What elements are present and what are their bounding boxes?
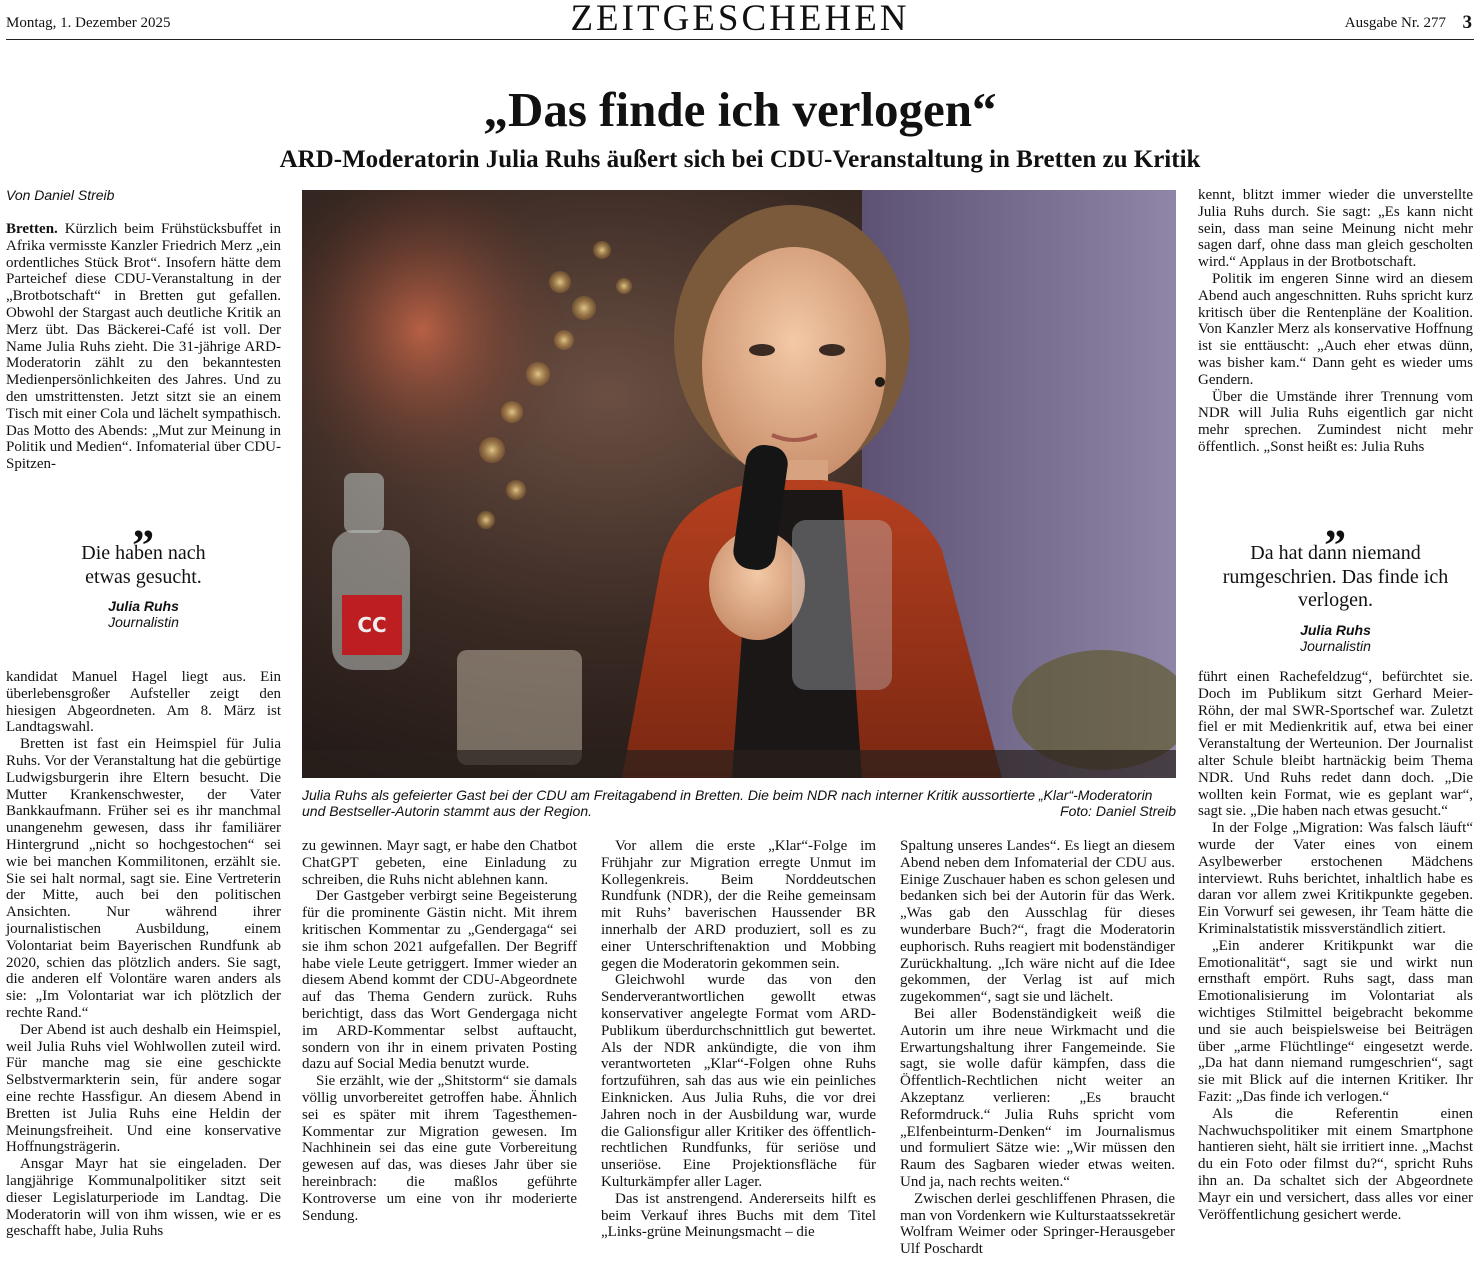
paragraph: führt einen Rachefeldzug“, befürchtet sie. Doch im Publikum sitzt Gerhard Meier-Röhn, der mal SWR-Sportschef war. Zuletzt fiel er mit Medienkritik auf, etwa bei einer Veranstaltung der Werteunion. Der Journalist alter Schule bleibt hartnäckig beim Thema NDR. Und Ruhs redet dann doch. „Die wollten kein Format, wie es geplant war“, sagt sie. „Die haben nach etwas gesucht.“ — [1198, 669, 1473, 820]
article-column-5-top — [1198, 187, 1473, 456]
caption-text: Julia Ruhs als gefeierter Gast bei der CDU am Freitagabend in Bretten. Die beim NDR nach interner Kritik aussortierte „Klar“-Moderatorin und Bestseller-Autorin stammt aus der Region. — [302, 787, 1153, 819]
article-column-1-top — [6, 221, 281, 473]
pull-quote-right — [1198, 498, 1473, 654]
byline: Von Daniel Streib — [6, 187, 115, 203]
paragraph: Spaltung unseres Landes“. Es liegt an diesem Abend neben dem Infomaterial der CDU aus. Einige Zuschauer haben es schon gelesen und bedanken sich bei der Autorin für das Werk. „Was gab den Ausschlag für dieses wunderbare Buch?“, fragt die Moderatorin euphorisch. Ruhs reagiert mit bodenständiger Zurückhaltung. „Ich wäre nicht auf die Idee gekommen, der Verlag ist auf mich zugekommen“, sagt sie und lächelt. — [900, 838, 1175, 1006]
pull-quote-text: Da hat dann niemand rumgeschrien. Das finde ich verlogen. — [1222, 542, 1449, 611]
article-column-4 — [900, 838, 1175, 1258]
pull-quote-author: Julia Ruhs — [1300, 621, 1371, 638]
photo-caption — [302, 787, 1176, 819]
pull-quote-role: Journalistin — [1300, 637, 1371, 654]
paragraph: In der Folge „Migration: Was falsch läuft“ wurde der Vater eines von einem Asylbewerber erstochenen Mädchens interviewt. Ruhs berichtet, inhaltlich habe es daran vor allem zwei Kritikpunkte gegeben. Ein Vorwurf sei gewesen, ihr Team hätte die Kriminalstatistik missverständlich zitiert. — [1198, 820, 1473, 937]
article-headline: „Das finde ich verlogen“ — [483, 82, 997, 137]
svg-text:CC: CC — [357, 613, 387, 637]
paragraph: kandidat Manuel Hagel liegt aus. Ein überlebensgroßer Aufsteller zeigt den hiesigen Abgeordneten. Am 8. März ist Landtagswahl. — [6, 669, 281, 736]
quote-mark-icon: „ — [1324, 498, 1347, 547]
paragraph: Bretten ist fast ein Heimspiel für Julia Ruhs. Vor der Veranstaltung hat die gebürtige Ludwigsburgerin ihre Eltern besucht. Die Mutter Krankenschwester, der Vater Bankkaufmann. Früher sei es ihr manchmal unangenehm gewesen, dass ihr familiärer Hintergrund „nicht so hochgestochen“ sei wie bei manchen Kommilitonen, erzählt sie. Sie sei halt normal, sagt sie. Eine Vertreterin der Mitte, auch bei den politischen Ansichten. Nur während ihrer journalistischen Ausbildung, einem Volontariat beim Bayerischen Rundfunk ab 2020, schien das plötzlich anders. Sie sagt, die anderen elf Volontäre waren anders als sie: „Im Volontariat war ich plötzlich der rechte Rand.“ — [6, 736, 281, 1021]
paragraph: Gleichwohl wurde das von den Senderverantwortlichen gewollt etwas konservativer angelegte Format vom ARD-Publikum überdurchschnittlich gut bewertet. Als der NDR ankündigte, die von ihm verantworteten „Klar“-Folgen ohne Ruhs fortzuführen, sah das aus wie ein peinliches Einknicken. Aus Julia Ruhs, die vor drei Jahren noch in der Ausbildung war, wurde die Galionsfigur aller Kritiker des öffentlich-rechtlichen Rundfunks, für seriöse und unseriöse. Eine Projektionsfläche für Kulturkämpfer aller Lager. — [601, 972, 876, 1190]
paragraph: Das ist anstrengend. Andererseits hilft es beim Verkauf ihres Buchs mit dem Titel „Links-grüne Meinungsmacht – die — [601, 1190, 876, 1241]
article-column-5-bottom — [1198, 669, 1473, 1223]
paragraph: Der Abend ist auch deshalb ein Heimspiel, weil Julia Ruhs viel Wohlwollen zuteil wird. Für manche mag sie eine geschickte Selbstvermarkterin sein, für andere sogar eine rechte Hassfigur. An diesem Abend in Bretten ist Julia Ruhs eine Heldin der Meinungsfreiheit. Und eine konservative Hoffnungsträgerin. — [6, 1021, 281, 1156]
paragraph: zu gewinnen. Mayr sagt, er habe den Chatbot ChatGPT gebeten, eine Einladung zu schreiben, die Ruhs nicht ablehnen kann. — [302, 838, 577, 888]
paragraph: „Ein anderer Kritikpunkt war die Emotionalität“, sagt sie und wirkt nun ernsthaft empört. Ruhs sagt, dass man Emotionalisierung im Volontariat als wichtiges Stilmittel beigebracht bekomme und sie auch beispielsweise bei Beiträgen über „arme Flüchtlinge“ eingesetzt werde. „Da hat dann niemand rumgeschrien“, sagt sie mit Blick auf die internen Kritiker. Ihr Fazit: „Das finde ich verlogen.“ — [1198, 937, 1473, 1105]
paragraph: Sie erzählt, wie der „Shitstorm“ sie damals völlig unvorbereitet getroffen habe. Ähnlich sei es später mit ihrem Tagesthemen-Kommentar zur Migration gewesen. Im Nachhinein sei das eine gute Vorbereitung gewesen auf das, was dieses Jahr über sie hereinbrach: die maßlos geführte Kontroverse um eine von ihr moderierte Sendung. — [302, 1073, 577, 1224]
paragraph: Politik im engeren Sinne wird an diesem Abend auch angeschnitten. Ruhs spricht kurz kritisch über die Rentenpläne der Koalition. Von Kanzler Merz als konservative Hoffnung ist sie enttäuscht: „Auch eher etwas dünn, was bisher kam.“ Dann geht es wieder ums Gendern. — [1198, 270, 1473, 388]
issue-number: Ausgabe Nr. 277 — [1344, 15, 1446, 31]
photo-credit: Foto: Daniel Streib — [1060, 803, 1176, 819]
paragraph: Als die Referentin einen Nachwuchspolitiker mit einem Smartphone hantieren sieht, hält sie irritiert inne. „Machst du ein Foto oder filmst du?“, spricht Ruhs ihn an. Da schaltet sich der Abgeordnete Mayr ein und versichert, dass alles vor einer Veröffentlichung gesichert werde. — [1198, 1105, 1473, 1223]
paragraph: Der Gastgeber verbirgt seine Begeisterung für die prominente Gästin nicht. Mit ihrem kritischen Kommentar zu „Gendergaga“ sei sie ihm schon 2021 aufgefallen. Der Begriff habe viele Leute getriggert. Immer wieder an diesem Abend kommt der CDU-Abgeordnete auf das Thema Gendern zurück. Ruhs berichtigt, dass das Wort Gendergaga nicht im ARD-Kommentar selbst auftaucht, sondern von ihr in einem privaten Posting dazu auf Social Media benutzt wurde. — [302, 888, 577, 1073]
pull-quote-left — [6, 498, 281, 630]
article-column-3 — [601, 838, 876, 1241]
article-column-1-bottom — [6, 669, 281, 1240]
paragraph: Ansgar Mayr hat sie eingeladen. Der langjährige Kommunalpolitiker sitzt seit dieser Legislaturperiode im Landtag. Die Moderatorin will von ihm wissen, wie er es geschafft habe, Julia Ruhs — [6, 1156, 281, 1240]
pull-quote-role: Journalistin — [108, 614, 179, 630]
article-subheadline: ARD-Moderatorin Julia Ruhs äußert sich bei CDU-Veranstaltung in Bretten zu Kritik — [279, 146, 1201, 173]
issue-date: Montag, 1. Dezember 2025 — [6, 15, 171, 31]
article-column-2 — [302, 838, 577, 1224]
masthead-divider — [6, 39, 1474, 40]
paragraph: kennt, blitzt immer wieder die unverstellte Julia Ruhs durch. Sie sagt: „Es kann nicht sein, dass man seine Meinung nicht mehr sagen darf, ohne dass man gleich gescholten wird.“ Applaus in der Brotbotschaft. — [1198, 187, 1473, 271]
paragraph: Vor allem die erste „Klar“-Folge im Frühjahr zur Migration erregte Unmut im Kollegenkreis. Beim Norddeutschen Rundfunk (NDR), der die Reihe gemeinsam mit Ruhs’ baverischen Haussender BR innerhalb der ARD produziert, soll es zu einer Unterschriftenaktion und Mobbing gegen die Moderatorin gekommen sein. — [601, 838, 876, 972]
pull-quote-author: Julia Ruhs — [108, 598, 179, 614]
paragraph: Bretten. Kürzlich beim Frühstücksbuffet in Afrika vermisste Kanzler Friedrich Merz „ein ordentliches Stück Brot“. Insofern hätte dem Parteichef diese CDU-Veranstaltung in der „Brotbotschaft“ in Bretten gut gefallen. Obwohl der Stargast auch deutliche Kritik an Merz übt. Das Bäckerei-Café ist voll. Der Name Julia Ruhs zieht. Die 31-jährige ARD-Moderatorin zählt zu den bekanntesten Medienpersönlichkeiten des Jahres. Und zu den umstrittensten. Jetzt sitzt sie an einem Tisch mit einer Cola und lächelt sympathisch. Das Motto des Abends: „Mut zur Meinung in Politik und Medien“. Infomaterial über CDU-Spitzen- — [6, 221, 281, 473]
page-number: 3 — [1462, 12, 1472, 33]
paragraph: Über die Umstände ihrer Trennung vom NDR will Julia Ruhs eigentlich gar nicht mehr sprechen. Zumindest nicht mehr öffentlich. „Sonst heißt es: Julia Ruhs — [1198, 388, 1473, 455]
article-photo — [302, 190, 1176, 778]
quote-mark-icon: „ — [132, 498, 155, 547]
paragraph: Bei aller Bodenständigkeit weiß die Autorin um ihre neue Wirkmacht und die Erwartungshaltung ihrer Fangemeinde. Sie sagt, sie wolle dafür kämpfen, dass die Öffentlich-Rechtlichen nicht weiter an Akzeptanz verlieren: „Es braucht Reformdruck.“ Julia Ruhs spricht vom „Elfenbeinturm-Denken“ im Journalismus und formuliert Sätze wie: „Wir müssen den Raum des Sagbaren wieder etwas weiten. Und ja, nach rechts weiten.“ — [900, 1005, 1175, 1190]
pull-quote-text: Die haben nach etwas gesucht. — [81, 542, 206, 588]
dateline: Bretten. — [6, 221, 58, 237]
section-title: ZEITGESCHEHEN — [570, 0, 910, 39]
paragraph: Zwischen derlei geschliffenen Phrasen, die man von Vordenkern wie Kulturstaatssekretär Wolfram Weimer oder Springer-Herausgeber Ulf Poschardt — [900, 1190, 1175, 1258]
